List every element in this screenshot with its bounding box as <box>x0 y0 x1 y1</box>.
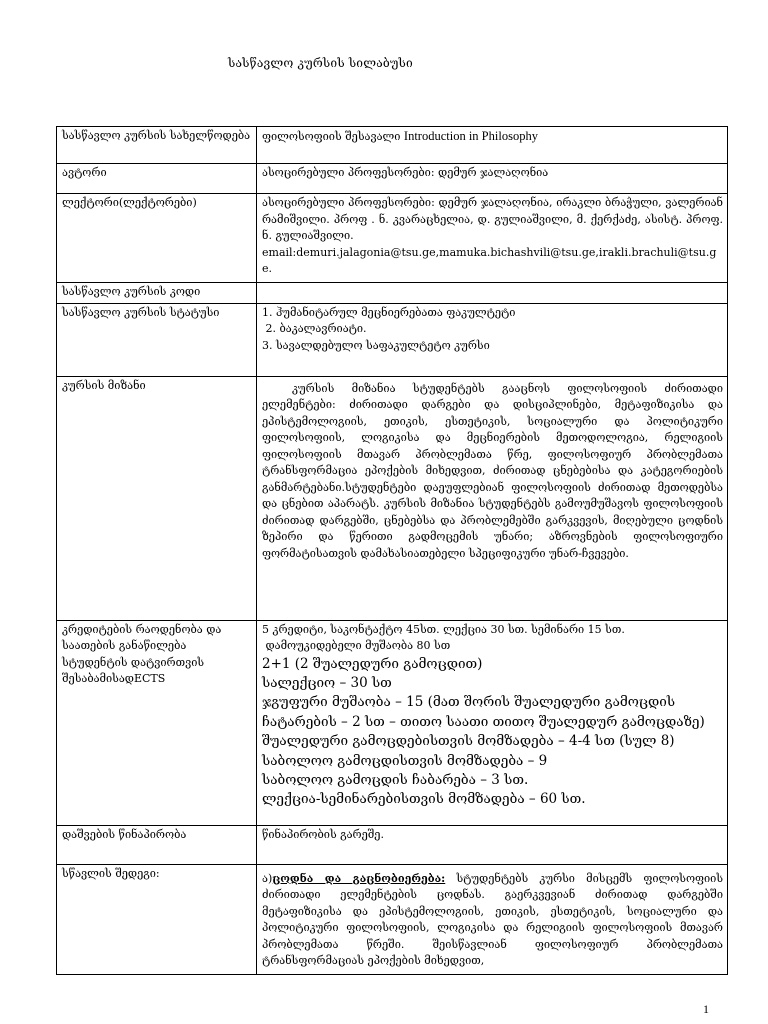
status-line: 2. ბაკალავრიატი. <box>262 322 367 335</box>
value-status <box>257 303 728 376</box>
label-prerequisites: დაშვების წინაპირობა <box>57 825 257 864</box>
value-author: ასოცირებული პროფესორები: დემურ ჯალაღონია <box>257 164 728 194</box>
lecturers-email: email:demuri.jalagonia@tsu.ge,mamuka.bichashvili@tsu.ge,irakli.brachuli@tsu.ge. <box>262 245 717 275</box>
outcomes-text: სტუდენტებს კურსი მისცემს ფილოსოფიის ძირითადი ელემენტების ცოდნას. გაერკვევიან ძირითად დარგებში მეტაფიზიკისა და ეპისტემოლოგიის, ეთიკის, ესთეტიკის, სოციალური და პოლიტიკური ფილოსოფიის, ლოგიკისა და რელიგიის ფილოსოფიის მთავარ პრობლემათა წრეში. შეისწავლიან ფილოსოფიურ პრობლემათა ტრანსფორმაციას ეპოქების მიხედვით, <box>262 871 723 967</box>
table-row-course-name <box>57 127 728 164</box>
label-status: სასწავლო კურსის სტატუსი <box>57 303 257 376</box>
credits-line: 2+1 (2 შუალედური გამოცდით) <box>262 655 483 672</box>
label-outcomes: სწავლის შედეგი: <box>57 864 257 974</box>
course-name-ka: ფილოსოფიის შესავალი <box>262 130 401 143</box>
value-lecturers <box>257 194 728 283</box>
credits-line: საბოლოო გამოცდისთვის მომზადება – 9 <box>262 752 548 769</box>
label-author: ავტორი <box>57 164 257 194</box>
label-course-code: სასწავლო კურსის კოდი <box>57 283 257 304</box>
value-course-code <box>257 283 728 304</box>
document-title: სასწავლო კურსის სილაბუსი <box>228 56 413 70</box>
table-row-author <box>57 164 728 194</box>
credits-line: 5 კრედიტი, საკონტაქტო 45სთ. ლექცია 30 სთ. სემინარი 15 სთ. <box>262 622 625 636</box>
table-row-lecturers <box>57 194 728 283</box>
syllabus-table <box>56 126 728 975</box>
label-credits: კრედიტების რაოდენობა და საათების განაწილება სტუდენტის დატვირთვის შესაბამისადECTS <box>57 620 257 825</box>
outcomes-prefix: ა) <box>262 871 273 885</box>
page-number: 1 <box>703 1002 709 1016</box>
lecturers-names: ასოცირებული პროფესორები: დემურ ჯალაღონია, ირაკლი ბრაჭული, ვალერიან რამიშვილი. პროფ . ნ. კვარაცხელია, დ. გულიაშვილი, მ. ქერქაძე, ასისტ. პროფ. ნ. გულიაშვილი. <box>262 196 723 242</box>
table-row-status <box>57 303 728 376</box>
table-row-goal <box>57 376 728 620</box>
table-row-course-code <box>57 283 728 304</box>
value-credits <box>257 620 728 825</box>
value-outcomes <box>257 864 728 974</box>
outcomes-heading: ცოდნა და გაცნობიერება: <box>272 871 446 885</box>
table-row-credits <box>57 620 728 825</box>
label-lecturers: ლექტორი(ლექტორები) <box>57 194 257 283</box>
table-row-outcomes <box>57 864 728 974</box>
credits-line: დამოუკიდებელი მუშაობა 80 სთ <box>262 639 451 652</box>
credits-line: შუალედური გამოცდებისთვის მომზადება – 4-4 სთ (სულ 8) <box>262 733 675 750</box>
value-prerequisites: წინაპირობის გარეშე. <box>257 825 728 864</box>
status-line: 3. სავალდებულო საფაკულტეტო კურსი <box>262 338 490 352</box>
value-goal: კურსის მიზანია სტუდენტებს გააცნოს ფილოსოფიის ძირითადი ელემენტები: ძირითადი დარგები და დისციპლინები, მეტაფიზიკისა და ეპისტემოლოგიის, ეთიკის, ესთეტიკის, სოციალური და პოლიტიკური ფილოსოფიის, ლოგიკისა და მეცნიერების მეთოდოლოგია, რელიგიის ფილოსოფიის მთავარ პრობლემათა წრე, ფილოსოფიურ პრობლემათა ტრანსფორმაცია ეპოქების მიხედვით, ძირითად ცნებებისა და კატეგორიების განმარტებანი.სტუდენტები დაეუფლებიან ფილოსოფიის ძირითად მეთოდებსა და ცნებით აპარატს. კურსის მიზანია სტუდენტებს გამოუმუშავოს ფილოსოფიის ძირითად დარგებში, ცნებებსა და პრობლემებში გარკვევის, მიღებული ცოდნის ზეპირი და წერითი გადმოცემის უნარი; აზროვნების ფილოსოფიური ფორმატისათვის დამახასიათებელი სპეციფიკური უნარ-ჩვევები. <box>257 376 728 620</box>
value-course-name <box>257 127 728 164</box>
credits-line: სალექციო – 30 სთ <box>262 674 392 691</box>
credits-line: ჯგუფური მუშაობა – 15 (მათ შორის შუალედური გამოცდის ჩატარების – 2 სთ – თითო საათი თითო შუალედურ გამოცდაზე) <box>262 694 705 730</box>
course-name-en: Introduction in Philosophy <box>403 129 538 143</box>
table-row-prerequisites <box>57 825 728 864</box>
label-course-name: სასწავლო კურსის სახელწოდება <box>57 127 257 164</box>
label-goal: კურსის მიზანი <box>57 376 257 620</box>
credits-line: ლექცია-სემინარებისთვის მომზადება – 60 სთ. <box>262 791 586 808</box>
credits-line: საბოლოო გამოცდის ჩაბარება – 3 სთ. <box>262 771 529 788</box>
status-line: 1. ჰუმანიტარულ მეცნიერებათა ფაკულტეტი <box>262 305 516 319</box>
